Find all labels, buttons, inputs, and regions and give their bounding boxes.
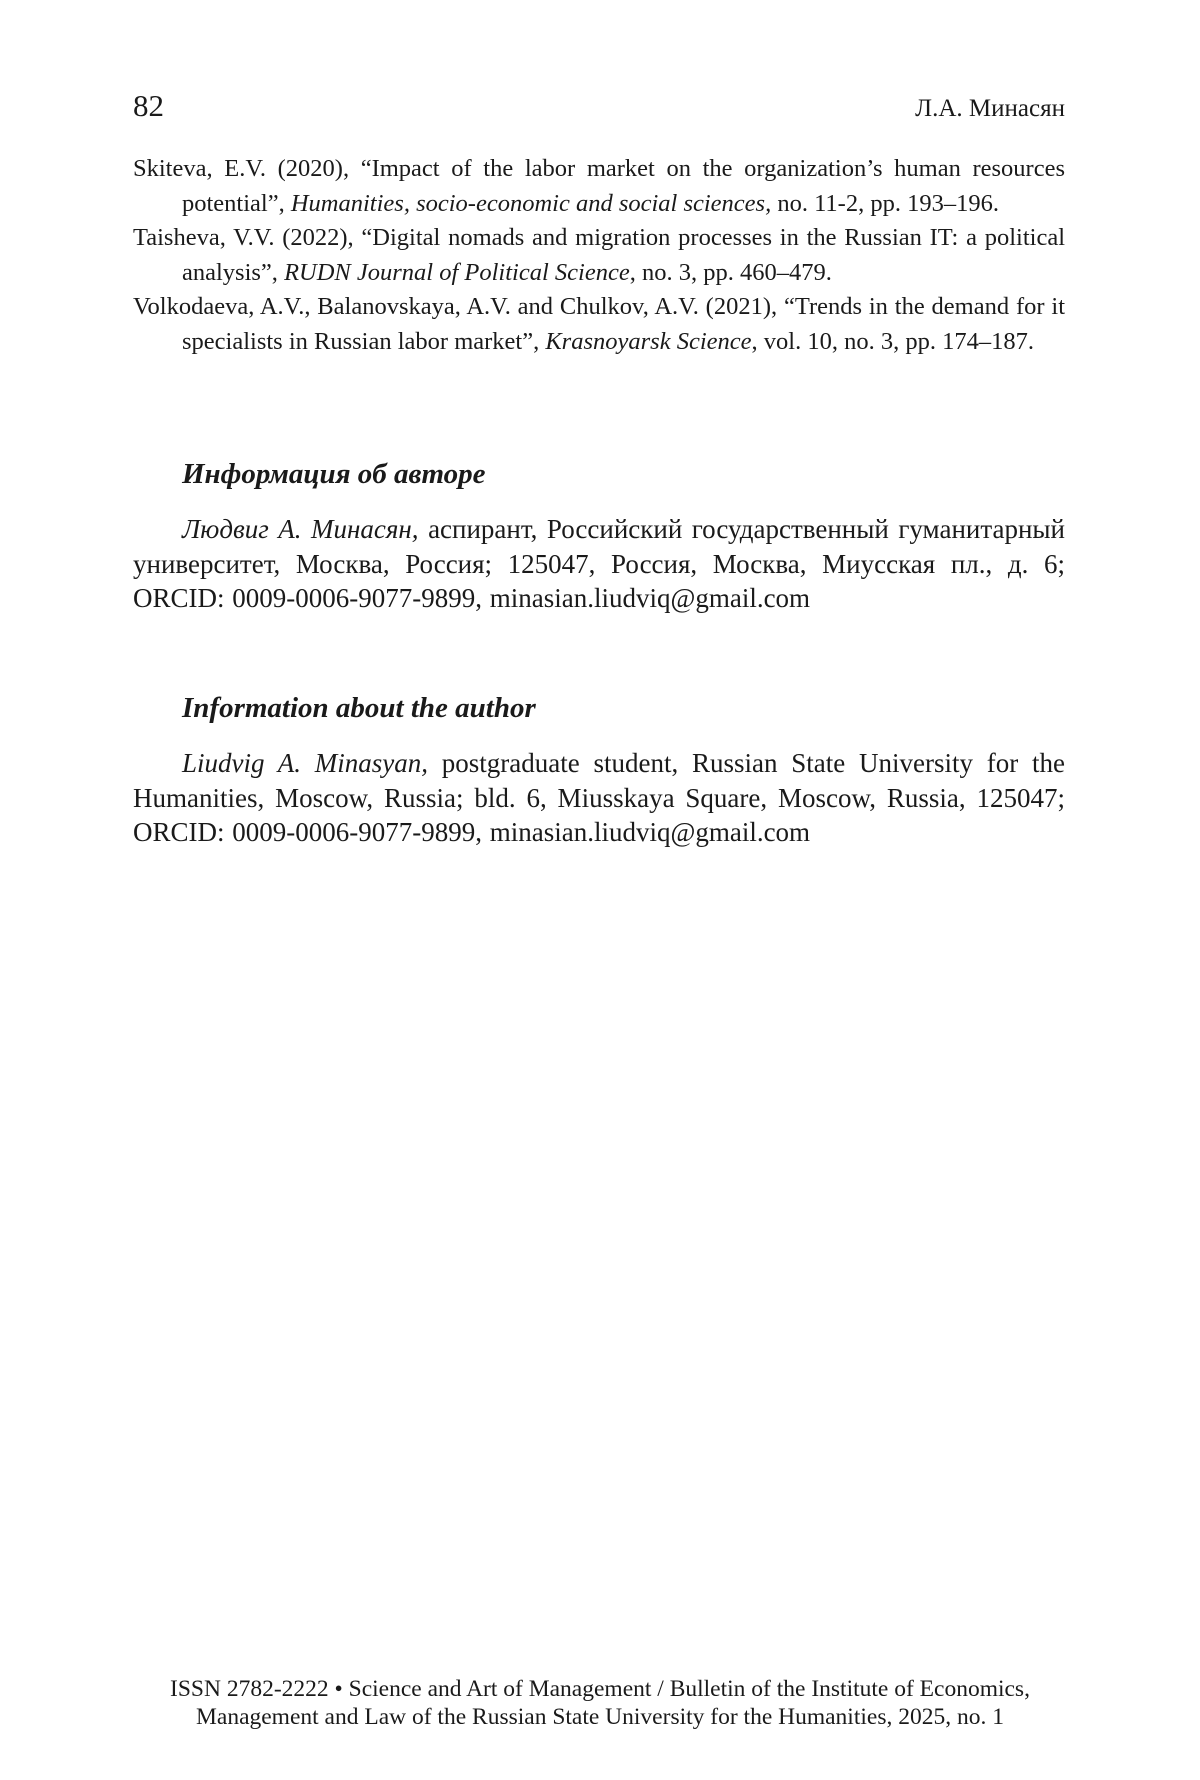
author-info-ru [133, 454, 1065, 616]
reference-details: no. 11-2, pp. 193–196. [771, 189, 999, 217]
author-info-ru-text [133, 512, 1065, 616]
reference-list [133, 152, 1065, 359]
running-header [133, 88, 1065, 128]
reference-text: Taisheva, V.V. (2022), “Digital nomads and migration processes in the Russian IT: a political analysis”, [133, 224, 1065, 286]
reference-journal: Humanities, socio-economic and social sciences, [290, 189, 772, 217]
author-name-en: Liudvig A. Minasyan, [182, 748, 429, 778]
reference-details: , no. 3, pp. 460–479. [629, 258, 832, 286]
footer-line-1: ISSN 2782-2222 • Science and Art of Management / Bulletin of the Institute of Economics, [170, 1676, 1030, 1702]
running-author: Л.А. Минасян [915, 95, 1065, 122]
author-details-ru: аспирант, Российский государственный гуманитарный университет, Москва, Россия; 125047, Россия, Москва, Миусская пл., д. 6; ORCID: 0009-0006-9077-9899, minasian.liudviq@gmail.com [133, 514, 1065, 613]
author-details-en: postgraduate student, Russian State University for the Humanities, Moscow, Russia; bld. 6, Miusskaya Square, Moscow, Russia, 125047; ORCID: 0009-0006-9077-9899, minasian.liudviq@gmail.com [133, 748, 1065, 847]
reference-text: Skiteva, E.V. (2020), “Impact of the labor market on the organization’s human resources potential”, [133, 155, 1065, 217]
reference-details: , vol. 10, no. 3, pp. 174–187. [751, 327, 1034, 355]
reference-text: Volkodaeva, A.V., Balanovskaya, A.V. and Chulkov, A.V. (2021), “Trends in the demand for it specialists in Russian labor market”, [133, 293, 1065, 355]
author-info-en-title: Information about the author [182, 692, 536, 724]
reference-item [133, 152, 1065, 221]
author-info-ru-title: Информация об авторе [182, 458, 486, 490]
reference-journal: RUDN Journal of Political Science [284, 258, 630, 286]
reference-journal: Krasnoyarsk Science [545, 327, 752, 355]
footer-line-2: Management and Law of the Russian State University for the Humanities, 2025, no. 1 [196, 1704, 1004, 1730]
reference-item [133, 290, 1065, 359]
author-info-en [133, 688, 1065, 850]
author-info-en-text [133, 746, 1065, 850]
page-number: 82 [133, 88, 164, 123]
author-name-ru: Людвиг А. Минасян, [182, 514, 419, 544]
journal-footer [120, 1675, 1080, 1731]
reference-item [133, 221, 1065, 290]
